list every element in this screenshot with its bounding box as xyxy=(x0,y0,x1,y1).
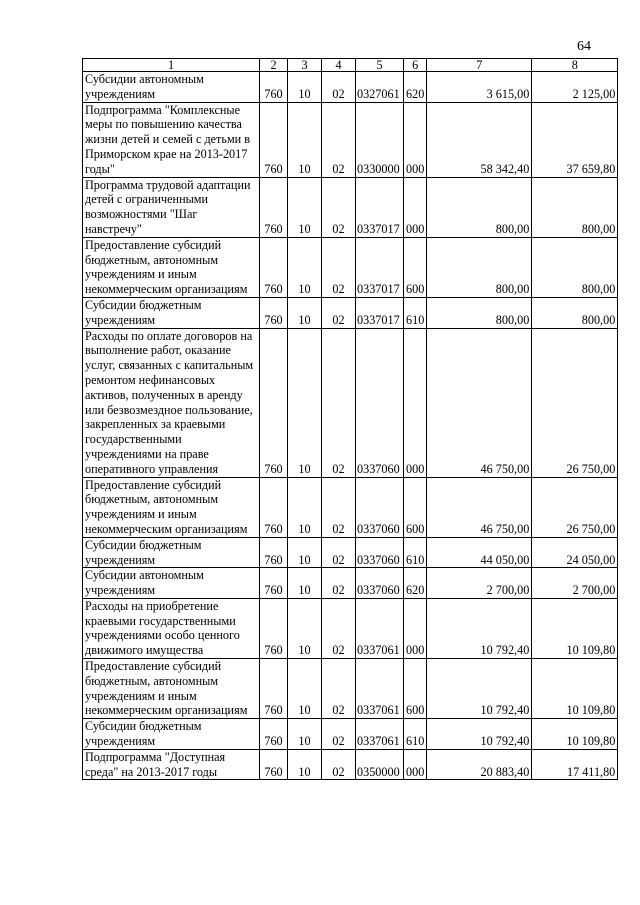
row-ved: 760 xyxy=(260,568,288,599)
row-sum-2: 10 109,80 xyxy=(532,719,618,750)
row-csr: 0337060 xyxy=(356,568,404,599)
row-sum-2: 26 750,00 xyxy=(532,328,618,477)
row-pr: 02 xyxy=(322,102,356,177)
row-name: Подпрограмма "Доступная среда" на 2013-2017 годы xyxy=(83,749,260,780)
header-col-2: 2 xyxy=(260,59,288,72)
row-name: Субсидии бюджетным учреждениям xyxy=(83,537,260,568)
row-sum-2: 800,00 xyxy=(532,297,618,328)
row-sum-1: 10 792,40 xyxy=(427,598,532,658)
row-csr: 0337061 xyxy=(356,719,404,750)
row-csr: 0330000 xyxy=(356,102,404,177)
row-name: Субсидии автономным учреждениям xyxy=(83,72,260,103)
row-rz: 10 xyxy=(288,177,322,237)
row-sum-2: 24 050,00 xyxy=(532,537,618,568)
header-col-8: 8 xyxy=(532,59,618,72)
row-pr: 02 xyxy=(322,477,356,537)
row-rz: 10 xyxy=(288,568,322,599)
row-sum-1: 20 883,40 xyxy=(427,749,532,780)
row-rz: 10 xyxy=(288,72,322,103)
row-sum-1: 800,00 xyxy=(427,177,532,237)
header-col-6: 6 xyxy=(404,59,427,72)
row-rz: 10 xyxy=(288,237,322,297)
header-col-4: 4 xyxy=(322,59,356,72)
table-row xyxy=(83,659,618,719)
table-body xyxy=(83,72,618,780)
row-vr: 600 xyxy=(404,477,427,537)
row-pr: 02 xyxy=(322,598,356,658)
budget-table xyxy=(82,58,618,780)
row-sum-2: 2 125,00 xyxy=(532,72,618,103)
row-sum-1: 58 342,40 xyxy=(427,102,532,177)
table-row xyxy=(83,237,618,297)
row-sum-2: 800,00 xyxy=(532,237,618,297)
row-sum-1: 46 750,00 xyxy=(427,328,532,477)
row-ved: 760 xyxy=(260,719,288,750)
header-col-5: 5 xyxy=(356,59,404,72)
row-sum-2: 10 109,80 xyxy=(532,598,618,658)
row-rz: 10 xyxy=(288,598,322,658)
row-csr: 0337017 xyxy=(356,237,404,297)
row-rz: 10 xyxy=(288,297,322,328)
row-csr: 0337060 xyxy=(356,477,404,537)
table-row xyxy=(83,749,618,780)
row-sum-2: 800,00 xyxy=(532,177,618,237)
table-row xyxy=(83,72,618,103)
row-pr: 02 xyxy=(322,749,356,780)
row-ved: 760 xyxy=(260,102,288,177)
row-ved: 760 xyxy=(260,72,288,103)
row-ved: 760 xyxy=(260,177,288,237)
row-pr: 02 xyxy=(322,237,356,297)
row-vr: 000 xyxy=(404,749,427,780)
row-vr: 620 xyxy=(404,72,427,103)
table-row xyxy=(83,537,618,568)
row-pr: 02 xyxy=(322,568,356,599)
row-ved: 760 xyxy=(260,537,288,568)
row-vr: 610 xyxy=(404,297,427,328)
header-col-1: 1 xyxy=(83,59,260,72)
row-name: Субсидии бюджетным учреждениям xyxy=(83,297,260,328)
row-csr: 0337060 xyxy=(356,328,404,477)
row-name: Программа трудовой адаптации детей с ограниченными возможностями "Шаг навстречу" xyxy=(83,177,260,237)
row-sum-1: 10 792,40 xyxy=(427,659,532,719)
row-rz: 10 xyxy=(288,328,322,477)
row-vr: 000 xyxy=(404,102,427,177)
row-ved: 760 xyxy=(260,659,288,719)
row-csr: 0337017 xyxy=(356,177,404,237)
row-pr: 02 xyxy=(322,72,356,103)
table-row xyxy=(83,328,618,477)
row-sum-1: 44 050,00 xyxy=(427,537,532,568)
row-sum-2: 17 411,80 xyxy=(532,749,618,780)
row-csr: 0337061 xyxy=(356,598,404,658)
row-vr: 610 xyxy=(404,537,427,568)
row-sum-1: 2 700,00 xyxy=(427,568,532,599)
row-rz: 10 xyxy=(288,749,322,780)
row-rz: 10 xyxy=(288,477,322,537)
row-name: Субсидии автономным учреждениям xyxy=(83,568,260,599)
row-vr: 000 xyxy=(404,598,427,658)
row-rz: 10 xyxy=(288,659,322,719)
row-sum-2: 26 750,00 xyxy=(532,477,618,537)
row-name: Субсидии бюджетным учреждениям xyxy=(83,719,260,750)
row-vr: 620 xyxy=(404,568,427,599)
row-ved: 760 xyxy=(260,328,288,477)
row-csr: 0337061 xyxy=(356,659,404,719)
row-name: Предоставление субсидий бюджетным, автономным учреждениям и иным некоммерческим организациям xyxy=(83,659,260,719)
row-ved: 760 xyxy=(260,749,288,780)
row-ved: 760 xyxy=(260,477,288,537)
header-col-7: 7 xyxy=(427,59,532,72)
header-row xyxy=(83,59,618,72)
header-col-3: 3 xyxy=(288,59,322,72)
row-rz: 10 xyxy=(288,102,322,177)
row-sum-1: 800,00 xyxy=(427,237,532,297)
table-row xyxy=(83,568,618,599)
row-name: Предоставление субсидий бюджетным, автономным учреждениям и иным некоммерческим организациям xyxy=(83,237,260,297)
row-sum-1: 800,00 xyxy=(427,297,532,328)
table-row xyxy=(83,102,618,177)
row-csr: 0327061 xyxy=(356,72,404,103)
row-sum-1: 10 792,40 xyxy=(427,719,532,750)
row-ved: 760 xyxy=(260,598,288,658)
table-row xyxy=(83,297,618,328)
row-pr: 02 xyxy=(322,719,356,750)
row-name: Предоставление субсидий бюджетным, автономным учреждениям и иным некоммерческим организациям xyxy=(83,477,260,537)
row-pr: 02 xyxy=(322,328,356,477)
row-name: Расходы на приобретение краевыми государственными учреждениями особо ценного движимого имущества xyxy=(83,598,260,658)
row-ved: 760 xyxy=(260,297,288,328)
row-pr: 02 xyxy=(322,297,356,328)
row-vr: 610 xyxy=(404,719,427,750)
row-name: Подпрограмма "Комплексные меры по повышению качества жизни детей и семей с детьми в Приморском крае на 2013-2017 годы" xyxy=(83,102,260,177)
page-number: 64 xyxy=(577,39,591,54)
row-name: Расходы по оплате договоров на выполнение работ, оказание услуг, связанных с капитальным ремонтом нефинансовых активов, полученных в аренду или безвозмездное пользование, закрепленных за краевыми государственными учреждениями на праве оперативного управления xyxy=(83,328,260,477)
table-row xyxy=(83,177,618,237)
row-sum-1: 3 615,00 xyxy=(427,72,532,103)
row-csr: 0350000 xyxy=(356,749,404,780)
row-pr: 02 xyxy=(322,659,356,719)
row-csr: 0337060 xyxy=(356,537,404,568)
row-vr: 600 xyxy=(404,237,427,297)
row-rz: 10 xyxy=(288,537,322,568)
table-row xyxy=(83,719,618,750)
row-sum-1: 46 750,00 xyxy=(427,477,532,537)
row-sum-2: 2 700,00 xyxy=(532,568,618,599)
row-ved: 760 xyxy=(260,237,288,297)
row-vr: 000 xyxy=(404,328,427,477)
row-sum-2: 37 659,80 xyxy=(532,102,618,177)
row-vr: 000 xyxy=(404,177,427,237)
row-rz: 10 xyxy=(288,719,322,750)
table-row xyxy=(83,477,618,537)
row-sum-2: 10 109,80 xyxy=(532,659,618,719)
row-csr: 0337017 xyxy=(356,297,404,328)
table-row xyxy=(83,598,618,658)
row-pr: 02 xyxy=(322,177,356,237)
row-vr: 600 xyxy=(404,659,427,719)
row-pr: 02 xyxy=(322,537,356,568)
